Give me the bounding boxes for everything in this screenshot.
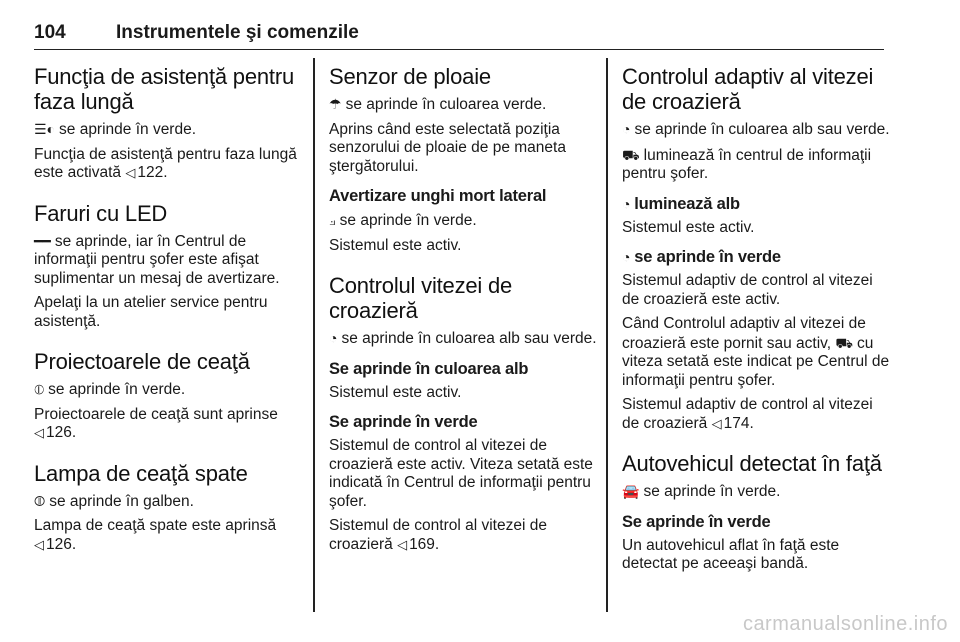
paragraph-text: Lampa de ceaţă spate este aprinsă <box>34 517 277 534</box>
paragraph <box>622 315 890 390</box>
paragraph-text: se aprinde, iar în Centrul de informaţii pentru şofer este afişat suplimentar un mesaj de avertizare. <box>34 232 280 287</box>
paragraph <box>34 120 306 140</box>
paragraph: Sistemul de control al vitezei de croazieră este activ. Viteza setată este indicată în Centrul de informaţii pentru şofer. <box>329 437 593 510</box>
paragraph <box>329 211 601 231</box>
paragraph-text: se aprinde în culoarea alb sau verde. <box>634 121 890 138</box>
paragraph <box>329 517 601 554</box>
paragraph-text: luminează în centrul de informaţii pentru şofer. <box>622 146 872 182</box>
page-ref-arrow-icon: ◁ <box>711 415 722 431</box>
high-beam-assist-icon: ☰◐ <box>34 121 56 137</box>
page-ref[interactable]: 174. <box>723 414 754 432</box>
paragraph: Sistemul este activ. <box>329 383 462 401</box>
page-header <box>34 20 884 50</box>
paragraph: Sistemul este activ. <box>329 236 462 254</box>
paragraph: Sistemul adaptiv de control al vitezei de croazieră este activ. <box>622 272 873 308</box>
column-divider <box>606 58 608 612</box>
paragraph-text: se aprinde în culoarea alb sau verde. <box>341 330 597 347</box>
page-ref-arrow-icon: ◁ <box>397 536 408 552</box>
paragraph-text: Când Controlul adaptiv al vitezei de croazieră este pornit sau activ, <box>622 315 866 352</box>
subtitle-text: luminează alb <box>634 194 740 213</box>
watermark: carmanualsonline.info <box>742 613 948 635</box>
paragraph: Un autovehicul aflat în faţă este detectat pe aceeaşi bandă. <box>622 536 840 572</box>
page-ref-arrow-icon: ◁ <box>34 536 44 552</box>
section-title: Faruri cu LED <box>34 200 168 226</box>
section-title: Controlul vitezei de croazieră <box>329 273 513 323</box>
paragraph <box>34 232 306 289</box>
paragraph <box>329 95 601 115</box>
paragraph <box>34 406 306 443</box>
paragraph-text: se aprinde în galben. <box>49 492 194 510</box>
car-ahead-icon: ⛟ <box>835 334 853 351</box>
column-middle <box>329 64 601 560</box>
page-ref[interactable]: 126. <box>46 535 77 553</box>
paragraph <box>622 146 890 184</box>
section-subtitle <box>622 194 890 214</box>
paragraph <box>34 517 306 554</box>
paragraph <box>622 120 890 140</box>
paragraph: Apelaţi la un atelier service pentru asistenţă. <box>34 294 268 330</box>
section-title: Lampa de ceaţă spate <box>34 460 248 486</box>
section-subtitle: Avertizare unghi mort lateral <box>329 187 547 205</box>
section-subtitle: Se aprinde în culoarea alb <box>329 359 529 378</box>
section-title: Senzor de ploaie <box>329 64 491 89</box>
paragraph-text: Funcţia de asistenţă pentru faza lungă este activată <box>34 145 297 181</box>
paragraph <box>34 380 306 400</box>
page-ref[interactable]: 126. <box>46 424 77 441</box>
paragraph <box>622 482 890 502</box>
paragraph-text: se aprinde în verde. <box>59 121 197 138</box>
front-fog-light-icon: ⦶ <box>34 381 45 397</box>
paragraph <box>34 492 306 512</box>
paragraph-text: cu viteza setată este indicat pe Centrul de informaţii pentru şofer. <box>622 334 890 389</box>
vehicle-detected-icon: 🚘 <box>622 483 640 499</box>
section-subtitle: Se aprinde în verde <box>329 413 478 431</box>
cruise-control-icon: ◔ <box>329 330 338 346</box>
paragraph: Sistemul este activ. <box>622 218 755 236</box>
column-left <box>34 64 306 560</box>
rear-fog-light-icon: ⦷ <box>34 492 46 509</box>
paragraph-text: Proiectoarele de ceaţă sunt aprinse <box>34 405 278 423</box>
section-subtitle: Se aprinde în verde <box>622 512 771 531</box>
rain-sensor-icon: ☂ <box>329 96 342 112</box>
paragraph <box>622 396 890 433</box>
led-headlight-icon: ━━ <box>34 232 51 249</box>
section-title: Autovehicul detectat în faţă <box>622 451 882 476</box>
paragraph <box>34 146 306 183</box>
subtitle-text: se aprinde în verde <box>634 248 781 266</box>
paragraph <box>329 329 601 349</box>
column-right <box>622 64 890 580</box>
section-title: Controlul adaptiv al vitezei de croazieră <box>622 64 874 114</box>
adaptive-cruise-icon: ◔ <box>622 121 631 137</box>
paragraph-text: se aprinde în culoarea verde. <box>345 96 547 113</box>
page-ref[interactable]: 169. <box>409 535 440 553</box>
paragraph-text: se aprinde în verde. <box>643 483 781 500</box>
blind-spot-icon: ⟓ <box>329 212 336 228</box>
column-divider <box>313 58 315 612</box>
paragraph-text: se aprinde în verde. <box>48 381 186 398</box>
section-title: Funcţia de asistenţă pentru faza lungă <box>34 64 294 114</box>
section-title: Proiectoarele de ceaţă <box>34 349 250 374</box>
paragraph-text: Sistemul adaptiv de control al vitezei de croazieră <box>622 396 873 432</box>
adaptive-cruise-icon: ◔ <box>622 195 631 212</box>
page-ref-arrow-icon: ◁ <box>34 425 44 440</box>
car-ahead-icon: ⛟ <box>622 146 640 163</box>
page-number: 104 <box>34 22 66 43</box>
page-ref[interactable]: 122. <box>137 164 168 181</box>
adaptive-cruise-icon: ◔ <box>622 249 631 265</box>
paragraph-text: Sistemul de control al vitezei de croazieră <box>329 517 547 553</box>
paragraph: Aprins când este selectată poziţia senzorului de ploaie de pe maneta ştergătorului. <box>329 120 566 175</box>
chapter-title: Instrumentele şi comenzile <box>116 22 359 43</box>
page-ref-arrow-icon: ◁ <box>125 165 136 180</box>
section-subtitle <box>622 247 890 267</box>
paragraph-text: se aprinde în verde. <box>339 212 477 229</box>
